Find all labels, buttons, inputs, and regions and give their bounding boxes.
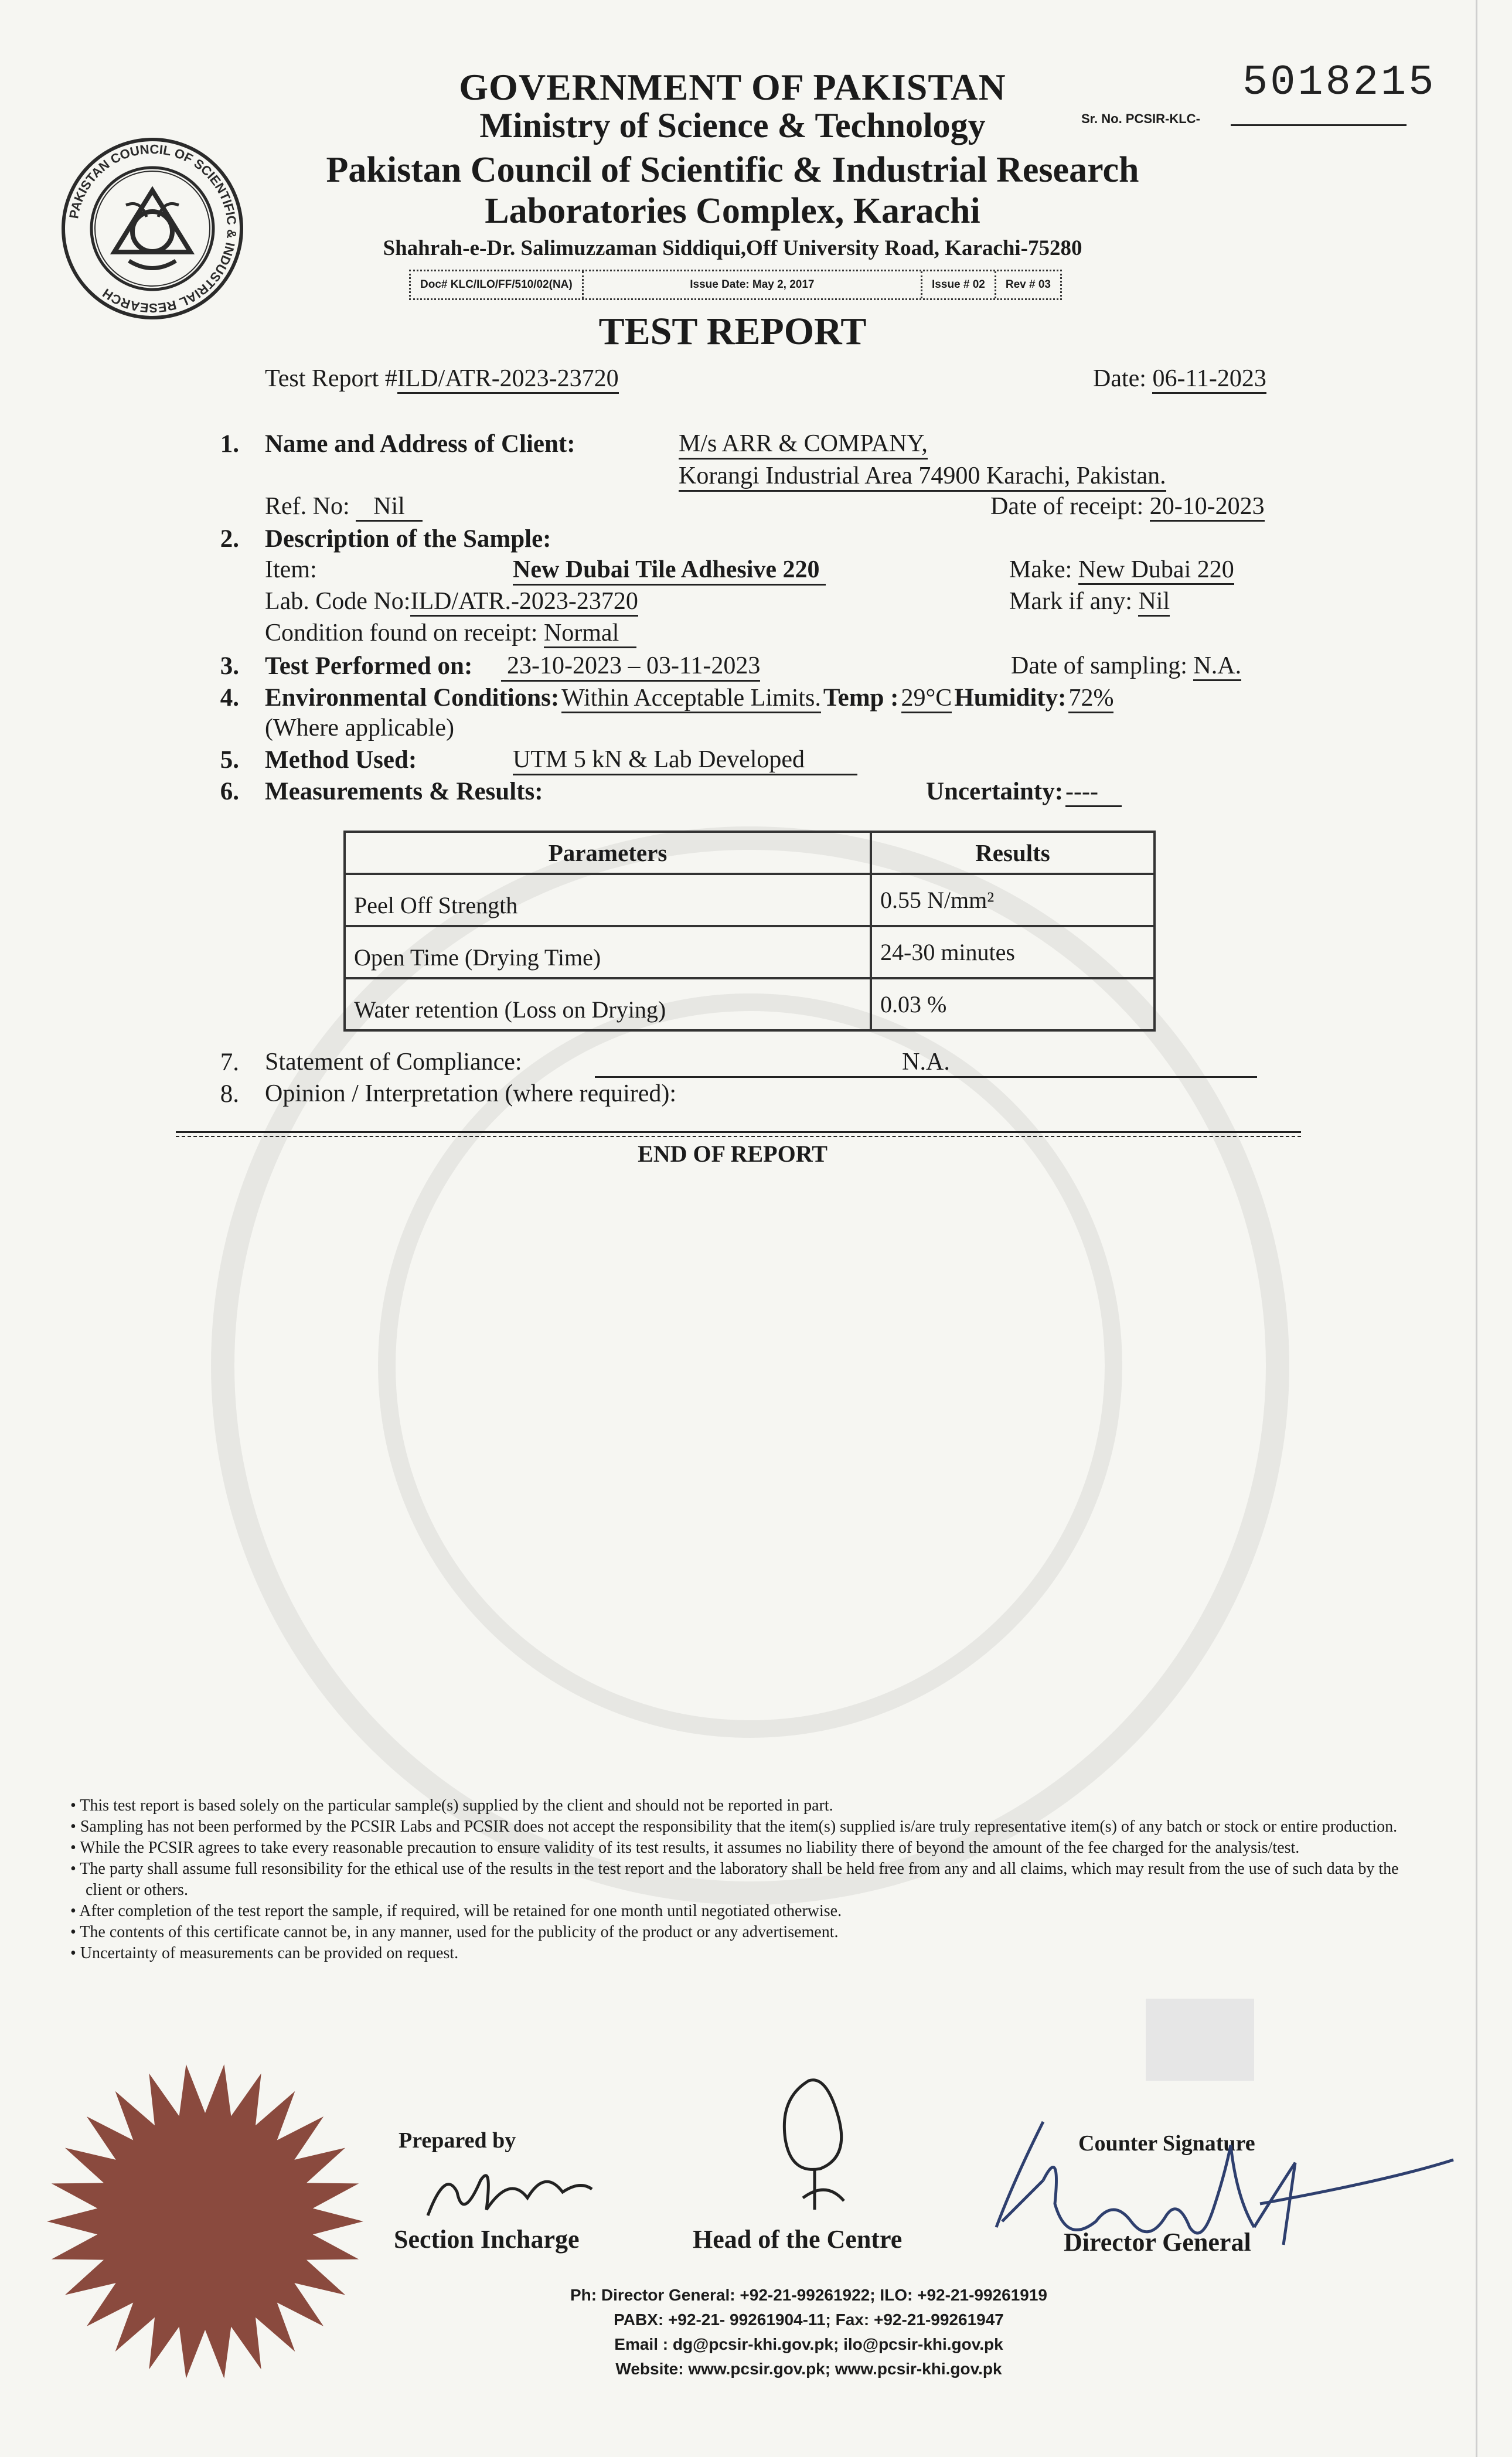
mark-label: Mark if any: [1009,588,1132,615]
environment-note: (Where applicable) [265,714,454,741]
section-incharge-label: Section Incharge [394,2225,580,2254]
note-item: • Uncertainty of measurements can be provided on request. [70,1944,459,1962]
council-heading: Pakistan Council of Scientific & Industrial Research [326,150,1139,190]
lab-heading: Laboratories Complex, Karachi [485,191,980,231]
section-7-number: 7. [220,1049,239,1076]
uncertainty-value: ---- [1065,778,1122,807]
mark-row [1009,587,1170,615]
receipt-label: Date of receipt: [990,493,1144,520]
environment-row [265,683,1113,712]
method-value: UTM 5 kN & Lab Developed [513,746,857,775]
sampling-label: Date of sampling: [1011,652,1187,679]
section-8-label: Opinion / Interpretation (where required): [265,1080,677,1107]
contact-phone: Ph: Director General: +92-21-99261922; ILO: +92-21-99261919 [570,2286,1047,2304]
note-item: • The party shall assume full resonsibility for the ethical use of the results in the test report and the laboratory shall be held free from any and all claims, which may result from the use of such data by the client or others. [70,1860,1399,1899]
hologram-sticker [1146,1999,1254,2081]
section-2-label: Description of the Sample: [265,525,551,553]
serial-label: Sr. No. PCSIR-KLC- [1081,111,1200,126]
serial-underline [1231,124,1407,126]
report-divider [176,1131,1301,1137]
section-4-number: 4. [220,684,239,712]
note-item: • After completion of the test report the sample, if required, will be retained for one month until negotiated otherwise. [70,1902,842,1920]
gov-heading: GOVERNMENT OF PAKISTAN [459,66,1006,108]
section-2-number: 2. [220,525,239,553]
rev-no: Rev # 03 [1005,278,1051,291]
section-7-label: Statement of Compliance: [265,1049,522,1076]
head-centre-label: Head of the Centre [693,2225,903,2254]
report-number: ILD/ATR-2023-23720 [397,365,619,394]
section-5-number: 5. [220,746,239,774]
item-value: New Dubai Tile Adhesive 220 [513,556,826,586]
director-general-label: Director General [1064,2228,1251,2257]
humidity-label: Humidity: [954,684,1067,712]
section-8-number: 8. [220,1080,239,1108]
results-table [343,831,1156,1032]
result-cell: 24-30 minutes [871,926,1155,978]
make-value: New Dubai 220 [1078,556,1234,585]
contact-website: Website: www.pcsir.gov.pk; www.pcsir-khi.gov.pk [615,2360,1002,2378]
param-cell: Peel Off Strength [345,874,871,926]
note-item: • The contents of this certificate cannot be, in any manner, used for the publicity of the product or any advertisement. [70,1923,839,1941]
section-incharge-signature [410,2157,604,2233]
note-item: • This test report is based solely on the particular sample(s) supplied by the client and should not be reported in part. [70,1796,833,1815]
doc-control-box [409,270,1062,300]
report-date-row [1093,365,1266,393]
uncertainty-label: Uncertainty: [926,778,1064,805]
ref-label: Ref. No: [265,493,350,520]
section-3-label: Test Performed on: [265,652,473,680]
labcode-value: ILD/ATR.-2023-23720 [410,588,638,617]
temp-value: 29°C [901,685,952,713]
sampling-row [1011,652,1241,680]
section-4-label: Environmental Conditions: [265,684,560,712]
section-5-label: Method Used: [265,746,417,774]
note-item: • While the PCSIR agrees to take every reasonable precaution to ensure validity of its test results, it assumes no liability there of beyond the amount of the fee charged for the analysis/test. [70,1839,1300,1857]
note-item: • Sampling has not been performed by the PCSIR Labs and PCSIR does not accept the responsibility that the item(s) supplied is/are truly representative item(s) of any batch or stock or entire production. [70,1818,1398,1836]
receipt-row [990,492,1265,520]
temp-label: Temp : [823,684,899,712]
ref-value: Nil [356,493,423,522]
end-of-report: END OF REPORT [638,1141,827,1167]
test-period: 23-10-2023 – 03-11-2023 [501,652,760,682]
section-6-number: 6. [220,778,239,805]
condition-row [265,619,636,647]
section-1-number: 1. [220,430,239,458]
humidity-value: 72% [1068,685,1113,713]
make-label: Make: [1009,556,1072,583]
report-number-label: Test Report # [265,365,397,392]
report-number-row [265,365,619,393]
param-cell: Water retention (Loss on Drying) [345,978,871,1030]
pcsir-logo [59,135,246,322]
section-1-label: Name and Address of Client: [265,430,575,458]
embossed-seal [41,2057,369,2385]
labcode-label: Lab. Code No: [265,588,411,615]
sampling-value: N.A. [1193,652,1241,681]
ministry-heading: Ministry of Science & Technology [479,106,986,145]
table-row [345,874,1155,926]
table-row [345,926,1155,978]
head-centre-signature [756,2063,873,2216]
counter-signature-label: Counter Signature [1078,2131,1255,2156]
make-row [1009,556,1234,584]
table-row [345,978,1155,1030]
table-header-parameters: Parameters [345,832,871,874]
receipt-value: 20-10-2023 [1150,493,1265,522]
condition-label: Condition found on receipt: [265,620,538,646]
section-6-label: Measurements & Results: [265,778,543,805]
client-address: Korangi Industrial Area 74900 Karachi, Pakistan. [679,462,1166,492]
contact-pabx: PABX: +92-21- 99261904-11; Fax: +92-21-99261947 [614,2310,1004,2329]
contact-email: Email : dg@pcsir-khi.gov.pk; ilo@pcsir-khi.gov.pk [614,2335,1003,2353]
doc-ref: Doc# KLC/ILO/FF/510/02(NA) [411,271,584,298]
mark-value: Nil [1138,588,1170,617]
ref-row [265,492,423,520]
table-header-results: Results [871,832,1155,874]
labcode-row [265,587,638,615]
uncertainty-row [926,777,1122,806]
result-cell: 0.03 % [871,978,1155,1030]
issue-date: Issue Date: May 2, 2017 [584,271,922,298]
environment-value: Within Acceptable Limits. [561,685,821,713]
section-3-number: 3. [220,652,239,680]
client-name: M/s ARR & COMPANY, [679,430,928,460]
result-cell: 0.55 N/mm² [871,874,1155,926]
svg-text:PAKISTAN COUNCIL OF SCIENTIFIC: PAKISTAN COUNCIL OF SCIENTIFIC & INDUSTRIAL RESEARCH [66,141,240,316]
item-label: Item: [265,556,317,583]
serial-number: 5018215 [1242,59,1436,107]
param-cell: Open Time (Drying Time) [345,926,871,978]
page-edge-line [1476,0,1477,2457]
report-date-label: Date: [1093,365,1146,392]
page-title: TEST REPORT [598,310,867,353]
notes-list [64,1795,1430,1964]
report-date: 06-11-2023 [1152,365,1266,394]
issue-no: Issue # 02 [922,271,996,298]
condition-value: Normal [544,620,636,648]
compliance-value: N.A. [595,1048,1257,1078]
lab-address: Shahrah-e-Dr. Salimuzzaman Siddiqui,Off University Road, Karachi-75280 [383,236,1082,260]
prepared-by-label: Prepared by [399,2128,516,2153]
